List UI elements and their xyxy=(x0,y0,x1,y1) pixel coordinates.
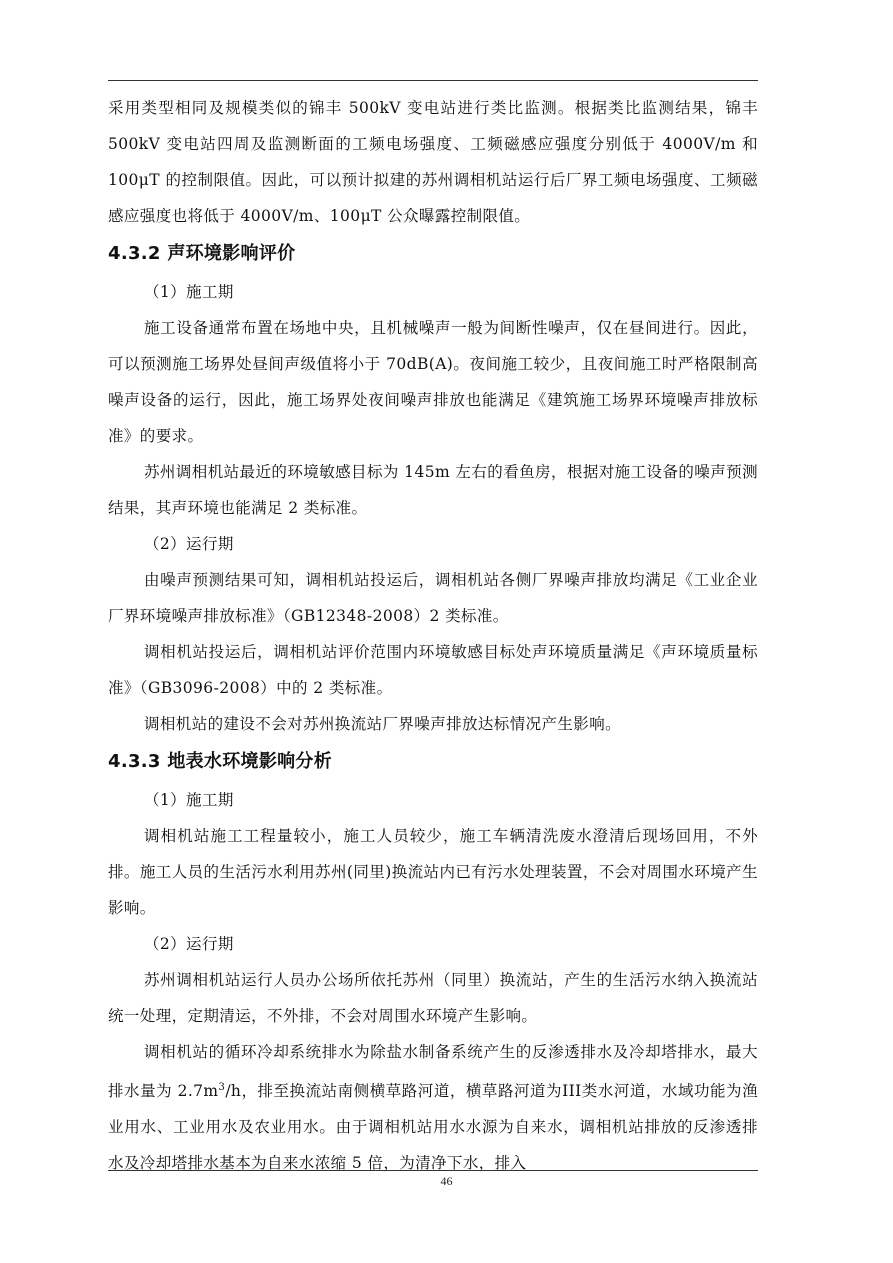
subsection-label: （1）施工期 xyxy=(144,791,234,809)
paragraph: 苏州调相机站运行人员办公场所依托苏州（同里）换流站，产生的生活污水纳入换流站统一处理，定期清运，不外排，不会对周围水环境产生影响。 xyxy=(108,971,758,1025)
paragraph: 由噪声预测结果可知，调相机站投运后，调相机站各侧厂界噪声排放均满足《工业企业厂界环境噪声排放标准》（GB12348-2008）2 类标准。 xyxy=(108,571,758,625)
section-heading: 4.3.2 声环境影响评价 xyxy=(108,243,296,264)
page-body xyxy=(108,90,758,1181)
paragraph: 调相机站施工工程量较小，施工人员较少，施工车辆清洗废水澄清后现场回用，不外排。施工人员的生活污水利用苏州(同里)换流站内已有污水处理装置，不会对周围水环境产生影响。 xyxy=(108,827,758,917)
superscript: 3 xyxy=(218,1082,226,1093)
paragraph-text: /h，排至换流站南侧横草路河道，横草路河道为III类水河道，水域功能为渔业用水、工业用水及农业用水。由于调相机站用水水源为自来水，调相机站排放的反渗透排水及冷却塔排水基本为自来水浓缩 5 倍，为清净下水，排入 xyxy=(108,1082,758,1173)
header-rule xyxy=(108,80,758,81)
paragraph: 调相机站投运后，调相机站评价范围内环境敏感目标处声环境质量满足《声环境质量标准》（GB3096-2008）中的 2 类标准。 xyxy=(108,643,758,697)
paragraph-text: 调相机站的循环冷却系统排水为除盐水制备系统产生的反渗透排水及冷却塔排水，最大排水量为 2.7m xyxy=(108,1043,758,1101)
footer-rule xyxy=(108,1170,758,1171)
paragraph: 调相机站的建设不会对苏州换流站厂界噪声排放达标情况产生影响。 xyxy=(144,715,622,733)
subsection-label: （1）施工期 xyxy=(144,283,234,301)
subsection-label: （2）运行期 xyxy=(144,935,234,953)
paragraph: 施工设备通常布置在场地中央，且机械噪声一般为间断性噪声，仅在昼间进行。因此，可以预测施工场界处昼间声级值将小于 70dB(A)。夜间施工较少，且夜间施工时严格限制高噪声设备的运行，因此，施工场界处夜间噪声排放也能满足《建筑施工场界环境噪声排放标准》的要求。 xyxy=(108,319,758,445)
section-heading: 4.3.3 地表水环境影响分析 xyxy=(108,751,333,772)
page-number: 46 xyxy=(440,1174,453,1188)
paragraph xyxy=(108,1034,758,1181)
subsection-label: （2）运行期 xyxy=(144,535,234,553)
paragraph: 苏州调相机站最近的环境敏感目标为 145m 左右的看鱼房，根据对施工设备的噪声预测结果，其声环境也能满足 2 类标准。 xyxy=(108,463,758,517)
paragraph: 采用类型相同及规模类似的锦丰 500kV 变电站进行类比监测。根据类比监测结果，锦丰 500kV 变电站四周及监测断面的工频电场强度、工频磁感应强度分别低于 4000V/m 和 100μT 的控制限值。因此，可以预计拟建的苏州调相机站运行后厂界工频电场强度、工频磁感应强度也将低于 4000V/m、100μT 公众曝露控制限值。 xyxy=(108,99,758,225)
